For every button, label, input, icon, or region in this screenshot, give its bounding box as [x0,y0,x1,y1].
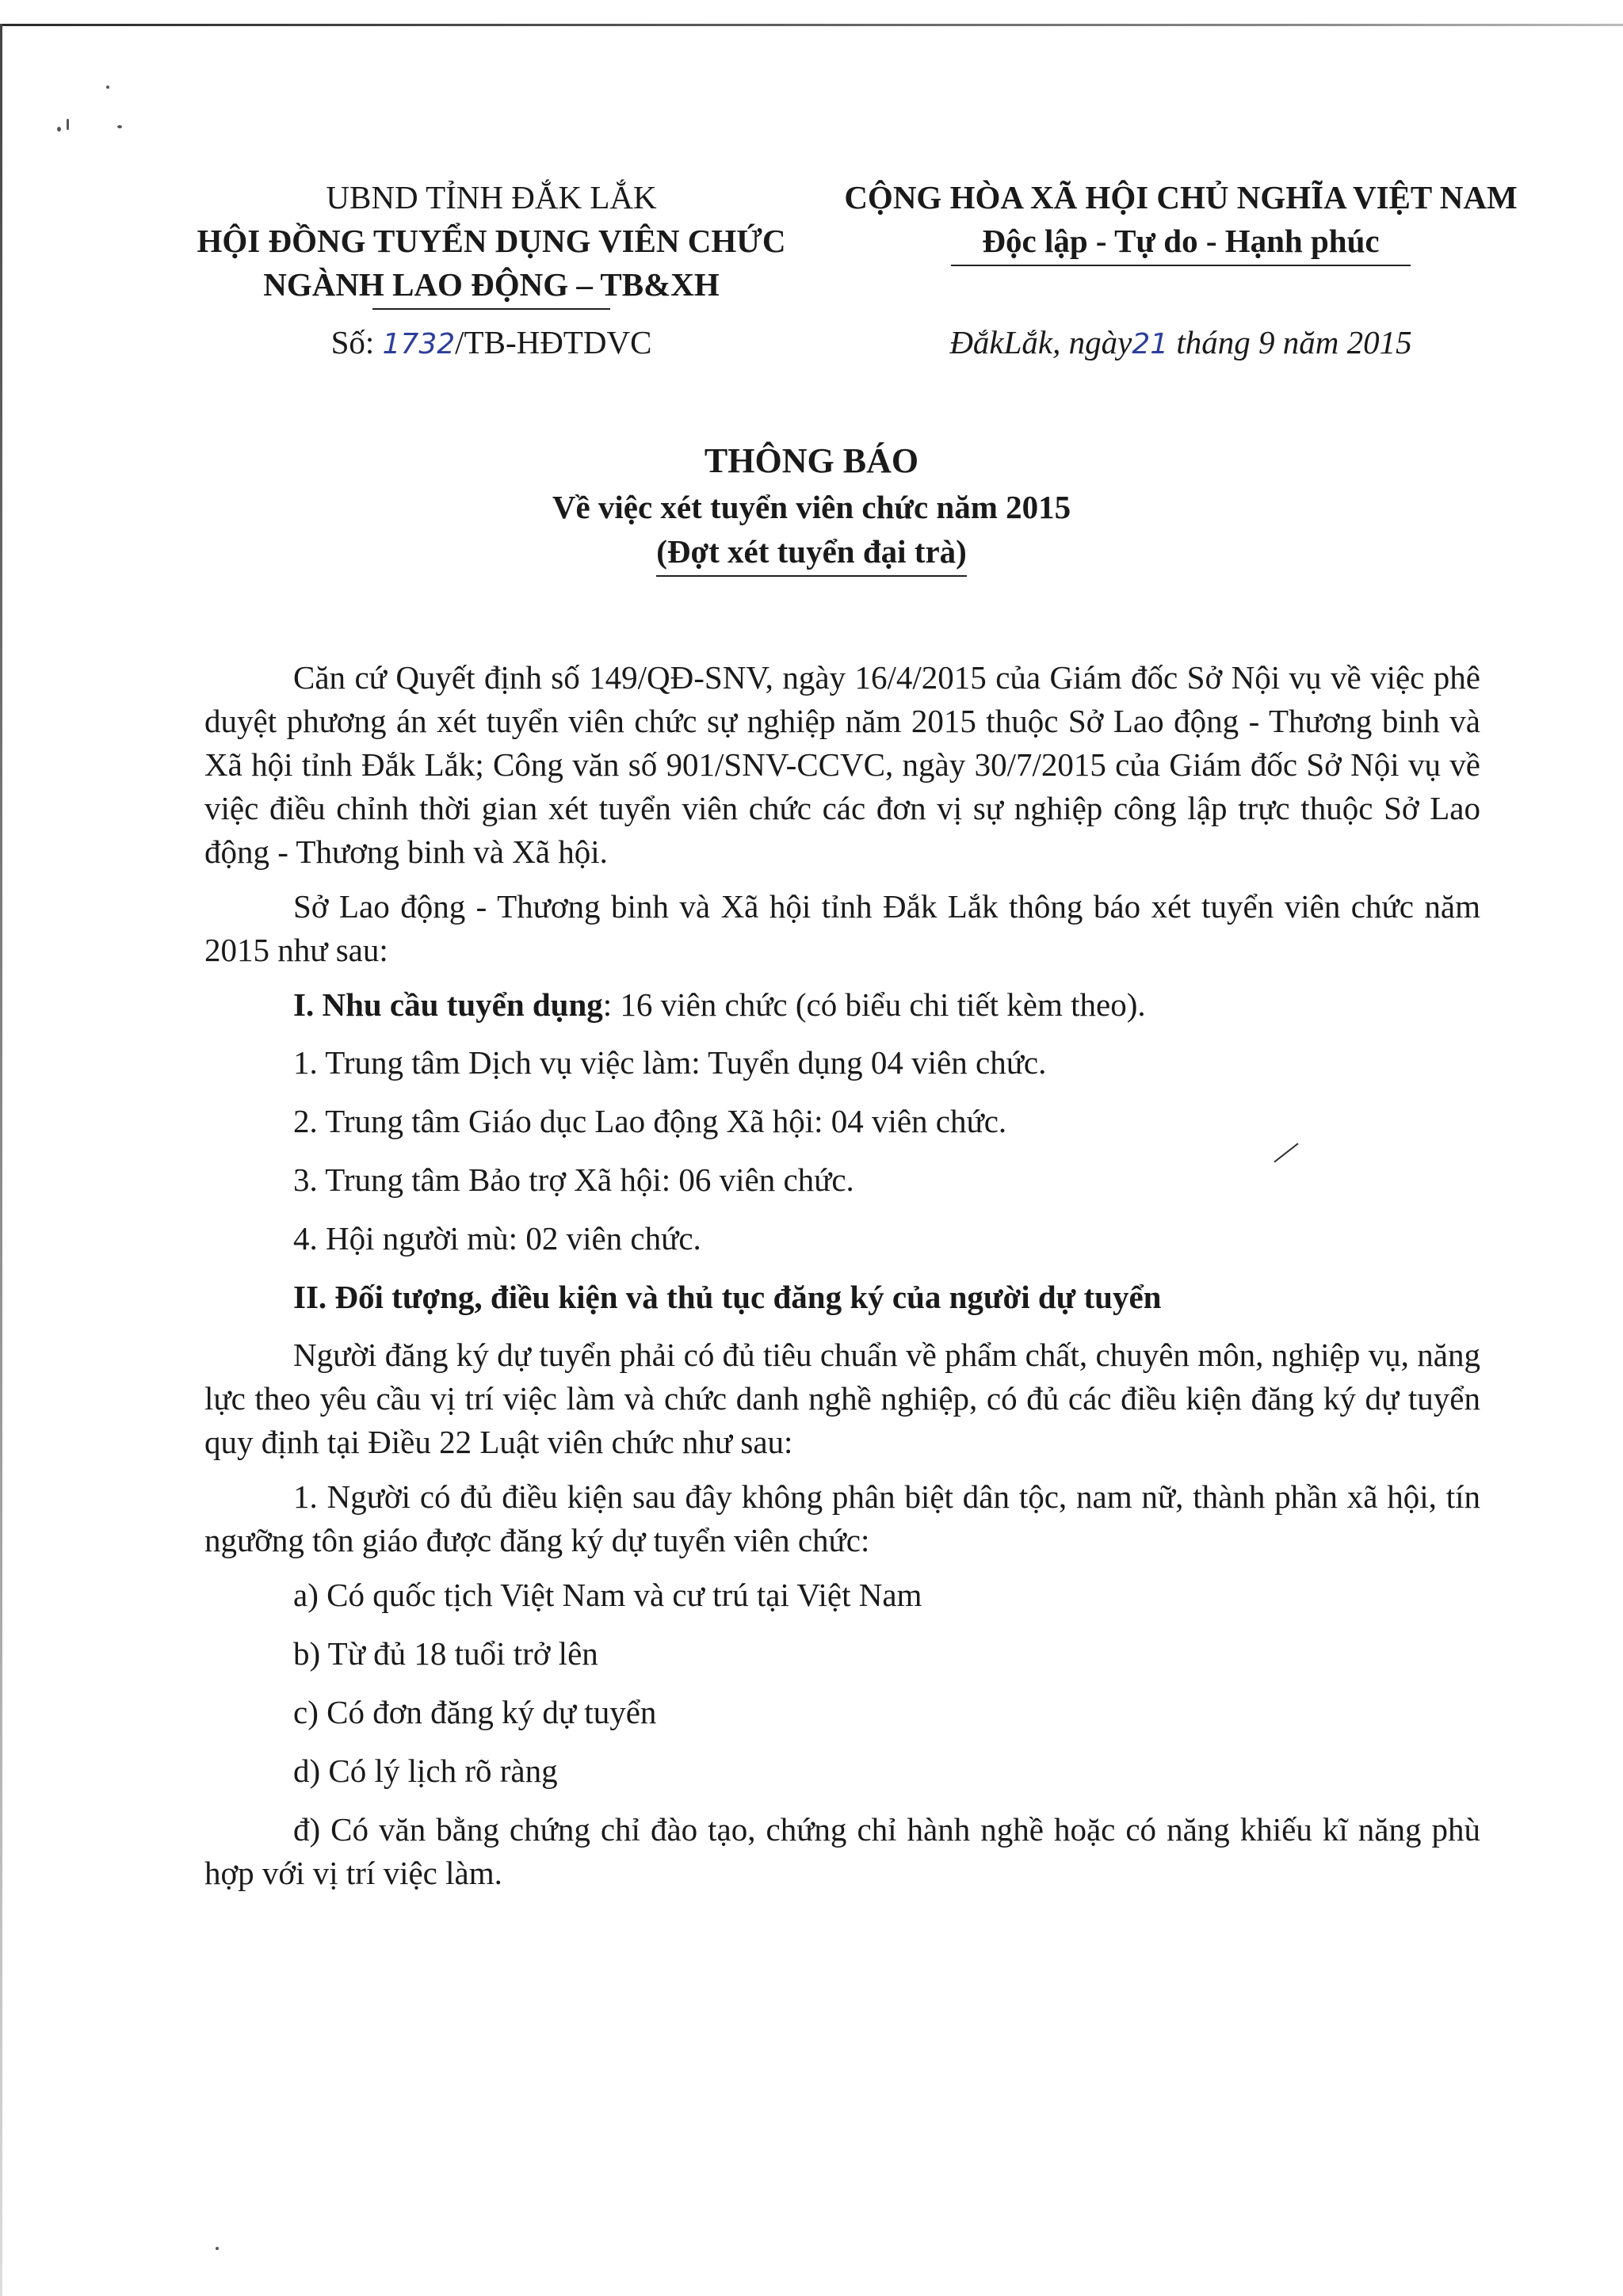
document-title: THÔNG BÁO [704,441,919,480]
agency-line-3: NGÀNH LAO ĐỘNG – TB&XH [263,266,720,303]
section-1-heading [204,983,1480,1027]
condition-item: a) Có quốc tịch Việt Nam và cư trú tại Việt Nam [293,1577,922,1613]
doc-number-handwritten: 1732 [382,328,456,360]
doc-number-suffix: /TB-HĐTDVC [455,324,652,360]
national-motto-block [808,176,1553,266]
scan-speck [106,86,109,89]
issuing-agency-block [143,176,840,310]
scan-speck [67,119,69,130]
agency-line-2: HỘI ĐỒNG TUYỂN DỤNG VIÊN CHỨC [197,223,786,259]
condition-item: d) Có lý lịch rõ ràng [293,1753,558,1789]
document-date [808,321,1553,366]
agency-divider [372,308,610,310]
condition-item: b) Từ đủ 18 tuổi trở lên [293,1635,598,1672]
announcement-paragraph: Sở Lao động - Thương binh và Xã hội tỉnh Đắk Lắk thông báo xét tuyển viên chức năm 2015 như sau: [204,888,1480,968]
date-suffix: tháng 9 năm 2015 [1168,324,1412,360]
section-2-heading: II. Đối tượng, điều kiện và thủ tục đăng ký của người dự tuyển [293,1279,1162,1315]
scan-edge-top [0,24,1623,26]
scan-edge-left [0,24,2,2296]
list-item: 2. Trung tâm Giáo dục Lao động Xã hội: 04 viên chức. [293,1103,1007,1139]
scan-speck [57,127,61,132]
document-subtitle: Về việc xét tuyển viên chức năm 2015 [552,489,1071,525]
eligibility-paragraph: Người đăng ký dự tuyển phải có đủ tiêu chuẩn về phẩm chất, chuyên môn, nghiệp vụ, năng lực theo yêu cầu vị trí việc làm và chức danh nghề nghiệp, có đủ các điều kiện đăng ký dự tuyển quy định tại Điều 22 Luật viên chức như sau: [204,1337,1480,1460]
list-item: 4. Hội người mù: 02 viên chức. [293,1220,701,1257]
list-item: 3. Trung tâm Bảo trợ Xã hội: 06 viên chức. [293,1161,854,1198]
scan-speck [216,2247,219,2250]
date-prefix: ĐắkLắk, ngày [949,324,1132,360]
document-title-block [0,437,1623,577]
round-label-text: (Đợt xét tuyển đại trà) [656,529,967,577]
doc-number-prefix: Số: [330,324,383,360]
condition-item: đ) Có văn bằng chứng chỉ đào tạo, chứng chỉ hành nghề hoặc có năng khiếu kĩ năng phù hợp với vị trí việc làm. [204,1811,1480,1891]
section-1-lead: I. Nhu cầu tuyển dụng [293,986,603,1023]
condition-item: c) Có đơn đăng ký dự tuyển [293,1694,657,1730]
national-motto: Độc lập - Tự do - Hạnh phúc [982,223,1380,259]
document-number [143,321,840,366]
conditions-intro-paragraph: 1. Người có đủ điều kiện sau đây không phân biệt dân tộc, nam nữ, thành phần xã hội, tín ngưỡng tôn giáo được đăng ký dự tuyển viên chức: [204,1478,1480,1558]
scan-speck [117,125,122,128]
section-1-rest: : 16 viên chức (có biểu chi tiết kèm theo). [602,986,1146,1023]
agency-line-1: UBND TỈNH ĐẮK LẮK [326,179,657,215]
document-body [204,656,1480,1910]
list-item: 1. Trung tâm Dịch vụ việc làm: Tuyển dụng 04 viên chức. [293,1044,1047,1081]
document-round-label [0,529,1623,577]
date-day-handwritten: 21 [1132,328,1169,360]
motto-divider [951,265,1411,266]
legal-basis-paragraph: Căn cứ Quyết định số 149/QĐ-SNV, ngày 16/4/2015 của Giám đốc Sở Nội vụ về việc phê duyệt phương án xét tuyển viên chức sự nghiệp năm 2015 thuộc Sở Lao động - Thương binh và Xã hội tỉnh Đắk Lắk; Công văn số 901/SNV-CCVC, ngày 30/7/2015 của Giám đốc Sở Nội vụ về việc điều chỉnh thời gian xét tuyển viên chức các đơn vị sự nghiệp công lập trực thuộc Sở Lao động - Thương binh và Xã hội. [204,659,1480,870]
country-name: CỘNG HÒA XÃ HỘI CHỦ NGHĨA VIỆT NAM [844,179,1518,215]
